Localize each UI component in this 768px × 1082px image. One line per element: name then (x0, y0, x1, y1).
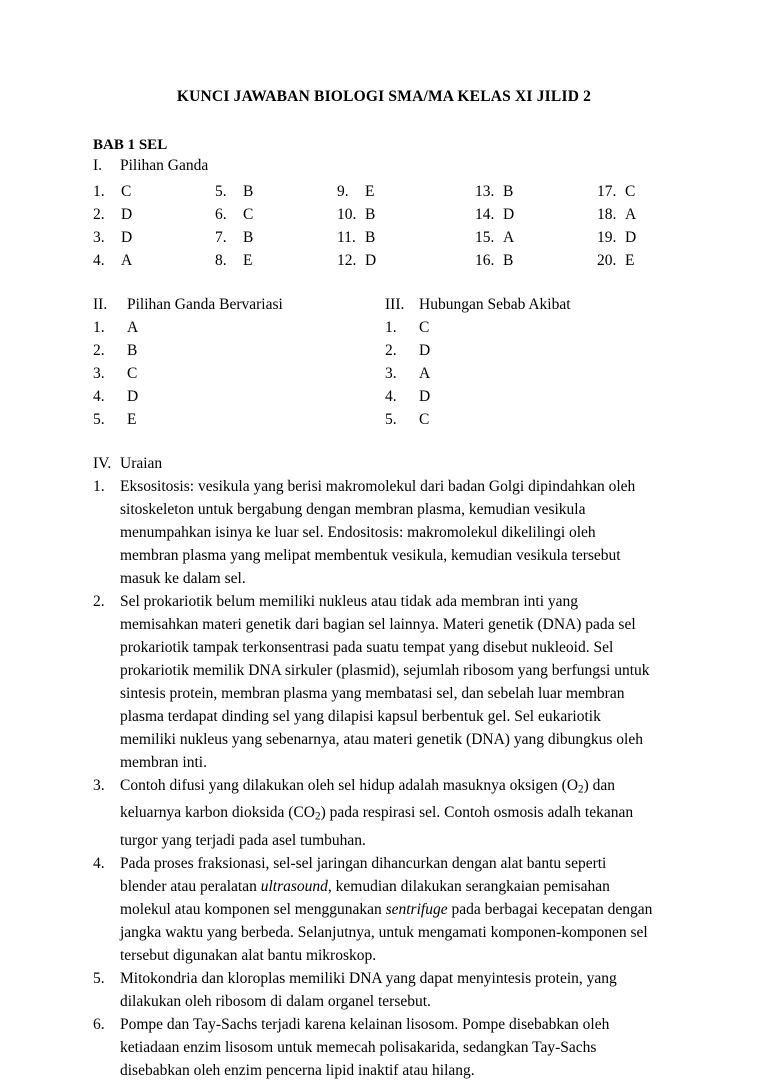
section-numeral: IV. (93, 455, 112, 472)
question-number: 4. (93, 388, 105, 405)
answer-letter: D (127, 388, 139, 405)
answer-entry (93, 385, 283, 408)
answer-entry (93, 339, 283, 362)
essay-answer-item (93, 590, 768, 774)
essay-answer-item (93, 475, 768, 590)
essay-answer-text: Pada proses fraksionasi, sel-sel jaringan dihancurkan dengan alat bantu seperti blender atau peralatan ultrasound, kemudian dilakukan serangkaian pemisahan molekul atau komponen sel menggunakan sentrifuge pada berbagai kecepatan dengan jangka waktu yang berbeda. Selanjutnya, untuk mengamati komponen-komponen sel tersebut digunakan alat bantu mikroskop. (120, 854, 653, 964)
multiple-choice-answer-grid (0, 180, 768, 272)
question-number: 3. (93, 229, 105, 246)
question-number: 2. (93, 206, 105, 223)
essay-answer-item (93, 1013, 768, 1082)
answer-letter: B (503, 252, 514, 269)
question-number: 5. (93, 411, 105, 428)
question-number: 20. (597, 252, 617, 269)
section-header-part-4 (93, 452, 768, 475)
question-number: 6. (93, 1015, 105, 1033)
answer-entry (337, 203, 475, 226)
question-number: 6. (215, 206, 227, 223)
answer-letter: E (365, 183, 375, 200)
answer-letter: D (121, 206, 133, 223)
answer-letter: E (127, 411, 137, 428)
answer-letter: C (127, 365, 138, 382)
answer-letter: B (503, 183, 514, 200)
question-number: 10. (337, 206, 357, 223)
question-number: 17. (597, 183, 617, 200)
answer-entry (337, 180, 475, 203)
part-2-answer-list (93, 316, 283, 431)
section-numeral: II. (93, 296, 108, 313)
answer-letter: B (127, 342, 138, 359)
section-header-part-1 (0, 154, 768, 177)
answer-entry (385, 339, 571, 362)
section-numeral: III. (385, 296, 405, 313)
answer-grid-row (93, 249, 768, 272)
answer-entry (475, 249, 597, 272)
question-number: 7. (215, 229, 227, 246)
question-number: 3. (93, 777, 105, 794)
answer-entry (93, 249, 215, 272)
essay-answer-list (93, 475, 768, 1082)
essay-answer-text: Pompe dan Tay-Sachs terjadi karena kelainan lisosom. Pompe disebabkan oleh ketiadaan enzim lisosom untuk memecah polisakarida, sedangkan Tay-Sachs disebabkan oleh enzim pencerna lipid inaktif atau hilang. (120, 1015, 610, 1079)
answer-entry (93, 203, 215, 226)
answer-letter: B (365, 206, 376, 223)
essay-answer-item (93, 967, 768, 1013)
question-number: 16. (475, 252, 495, 269)
question-number: 3. (385, 365, 397, 382)
answer-entry (385, 362, 571, 385)
parts-2-3-block (0, 293, 768, 431)
answer-letter: B (243, 229, 254, 246)
answer-entry (215, 249, 337, 272)
question-number: 4. (93, 252, 105, 269)
answer-letter: A (127, 319, 139, 336)
answer-grid-row (93, 226, 768, 249)
answer-entry (93, 226, 215, 249)
answer-entry (597, 249, 719, 272)
answer-entry (475, 180, 597, 203)
question-number: 8. (215, 252, 227, 269)
answer-entry (215, 180, 337, 203)
answer-entry (93, 408, 283, 431)
essay-answer-text: Sel prokariotik belum memiliki nukleus atau tidak ada membran inti yang memisahkan materi genetik dari bagian sel lainnya. Materi genetik (DNA) pada sel prokariotik tampak terkonsentrasi pada suatu tempat yang disebut nukleoid. Sel prokariotik memilik DNA sirkuler (plasmid), sejumlah ribosom yang berfungsi untuk sintesis protein, membran plasma yang membatasi sel, dan sebelah luar membran plasma terdapat dinding sel yang dilapisi kapsul berbentuk gel. Sel eukariotik memiliki nukleus yang sebenarnya, atau materi genetik (DNA) yang dibungkus oleh membran inti. (120, 593, 650, 771)
answer-entry (597, 226, 719, 249)
answer-entry (475, 226, 597, 249)
answer-letter: A (625, 206, 637, 223)
answer-letter: D (121, 229, 133, 246)
section-title: Pilihan Ganda Bervariasi (127, 296, 283, 313)
answer-letter: E (625, 252, 635, 269)
answer-entry (597, 203, 719, 226)
section-header-part-3 (385, 293, 571, 316)
essay-answer-item (93, 852, 768, 967)
answer-entry (93, 180, 215, 203)
question-number: 1. (93, 319, 105, 336)
section-numeral: I. (93, 157, 103, 174)
question-number: 5. (93, 969, 105, 987)
question-number: 18. (597, 206, 617, 223)
answer-letter: D (419, 342, 431, 359)
answer-grid-row (93, 180, 768, 203)
section-title: Pilihan Ganda (120, 157, 209, 174)
answer-letter: B (243, 183, 254, 200)
answer-letter: E (243, 252, 253, 269)
answer-entry (93, 362, 283, 385)
page-title: KUNCI JAWABAN BIOLOGI SMA/MA KELAS XI JILID 2 (176, 88, 592, 105)
answer-letter: D (625, 229, 637, 246)
section-part-3 (385, 293, 571, 431)
question-number: 2. (385, 342, 397, 359)
question-number: 19. (597, 229, 617, 246)
question-number: 11. (337, 229, 356, 246)
answer-letter: C (243, 206, 254, 223)
answer-letter: C (121, 183, 132, 200)
question-number: 1. (93, 478, 105, 495)
question-number: 1. (93, 183, 105, 200)
answer-letter: A (121, 252, 133, 269)
answer-entry (93, 316, 283, 339)
answer-letter: D (503, 206, 515, 223)
question-number: 4. (385, 388, 397, 405)
question-number: 12. (337, 252, 357, 269)
question-number: 4. (93, 854, 105, 872)
question-number: 5. (385, 411, 397, 428)
answer-letter: A (503, 229, 515, 246)
answer-entry (385, 408, 571, 431)
section-header-part-2 (93, 293, 283, 316)
section-part-4 (0, 452, 768, 1082)
question-number: 13. (475, 183, 495, 200)
answer-letter: C (625, 183, 636, 200)
section-part-2 (93, 293, 283, 431)
answer-letter: C (419, 411, 430, 428)
answer-entry (215, 226, 337, 249)
question-number: 2. (93, 593, 105, 610)
answer-grid-row (93, 203, 768, 226)
section-title: Hubungan Sebab Akibat (419, 296, 571, 313)
answer-letter: D (419, 388, 431, 405)
answer-letter: D (365, 252, 377, 269)
question-number: 15. (475, 229, 495, 246)
essay-answer-text: Eksositosis: vesikula yang berisi makromolekul dari badan Golgi dipindahkan oleh sitoskeleton untuk bergabung dengan membran plasma, kemudian vesikula menumpahkan isinya ke luar sel. Endositosis: makromolekul dikelilingi oleh membran plasma yang melipat membentuk vesikula, kemudian vesikula tersebut masuk ke dalam sel. (120, 478, 636, 587)
answer-entry (337, 226, 475, 249)
answer-entry (385, 385, 571, 408)
question-number: 14. (475, 206, 495, 223)
answer-entry (385, 316, 571, 339)
question-number: 5. (215, 183, 227, 200)
answer-letter: C (419, 319, 430, 336)
essay-answer-text: Contoh difusi yang dilakukan oleh sel hidup adalah masuknya oksigen $(O_2)$ dan keluarnya karbon dioksida $(CO_2)$ pada respirasi sel. Contoh osmosis adalh tekanan turgor yang terjadi pada asel tumbuhan. (120, 777, 634, 849)
question-number: 9. (337, 183, 349, 200)
answer-entry (337, 249, 475, 272)
chapter-heading: BAB 1 SEL (93, 137, 168, 153)
question-number: 2. (93, 342, 105, 359)
essay-answer-text: Mitokondria dan kloroplas memiliki DNA yang dapat menyintesis protein, yang dilakukan oleh ribosom di dalam organel tersebut. (120, 969, 617, 1010)
answer-letter: A (419, 365, 431, 382)
answer-letter: B (365, 229, 376, 246)
answer-entry (475, 203, 597, 226)
answer-entry (597, 180, 719, 203)
part-3-answer-list (385, 316, 571, 431)
question-number: 3. (93, 365, 105, 382)
section-title: Uraian (120, 455, 163, 472)
answer-entry (215, 203, 337, 226)
essay-answer-item (93, 774, 768, 852)
question-number: 1. (385, 319, 397, 336)
